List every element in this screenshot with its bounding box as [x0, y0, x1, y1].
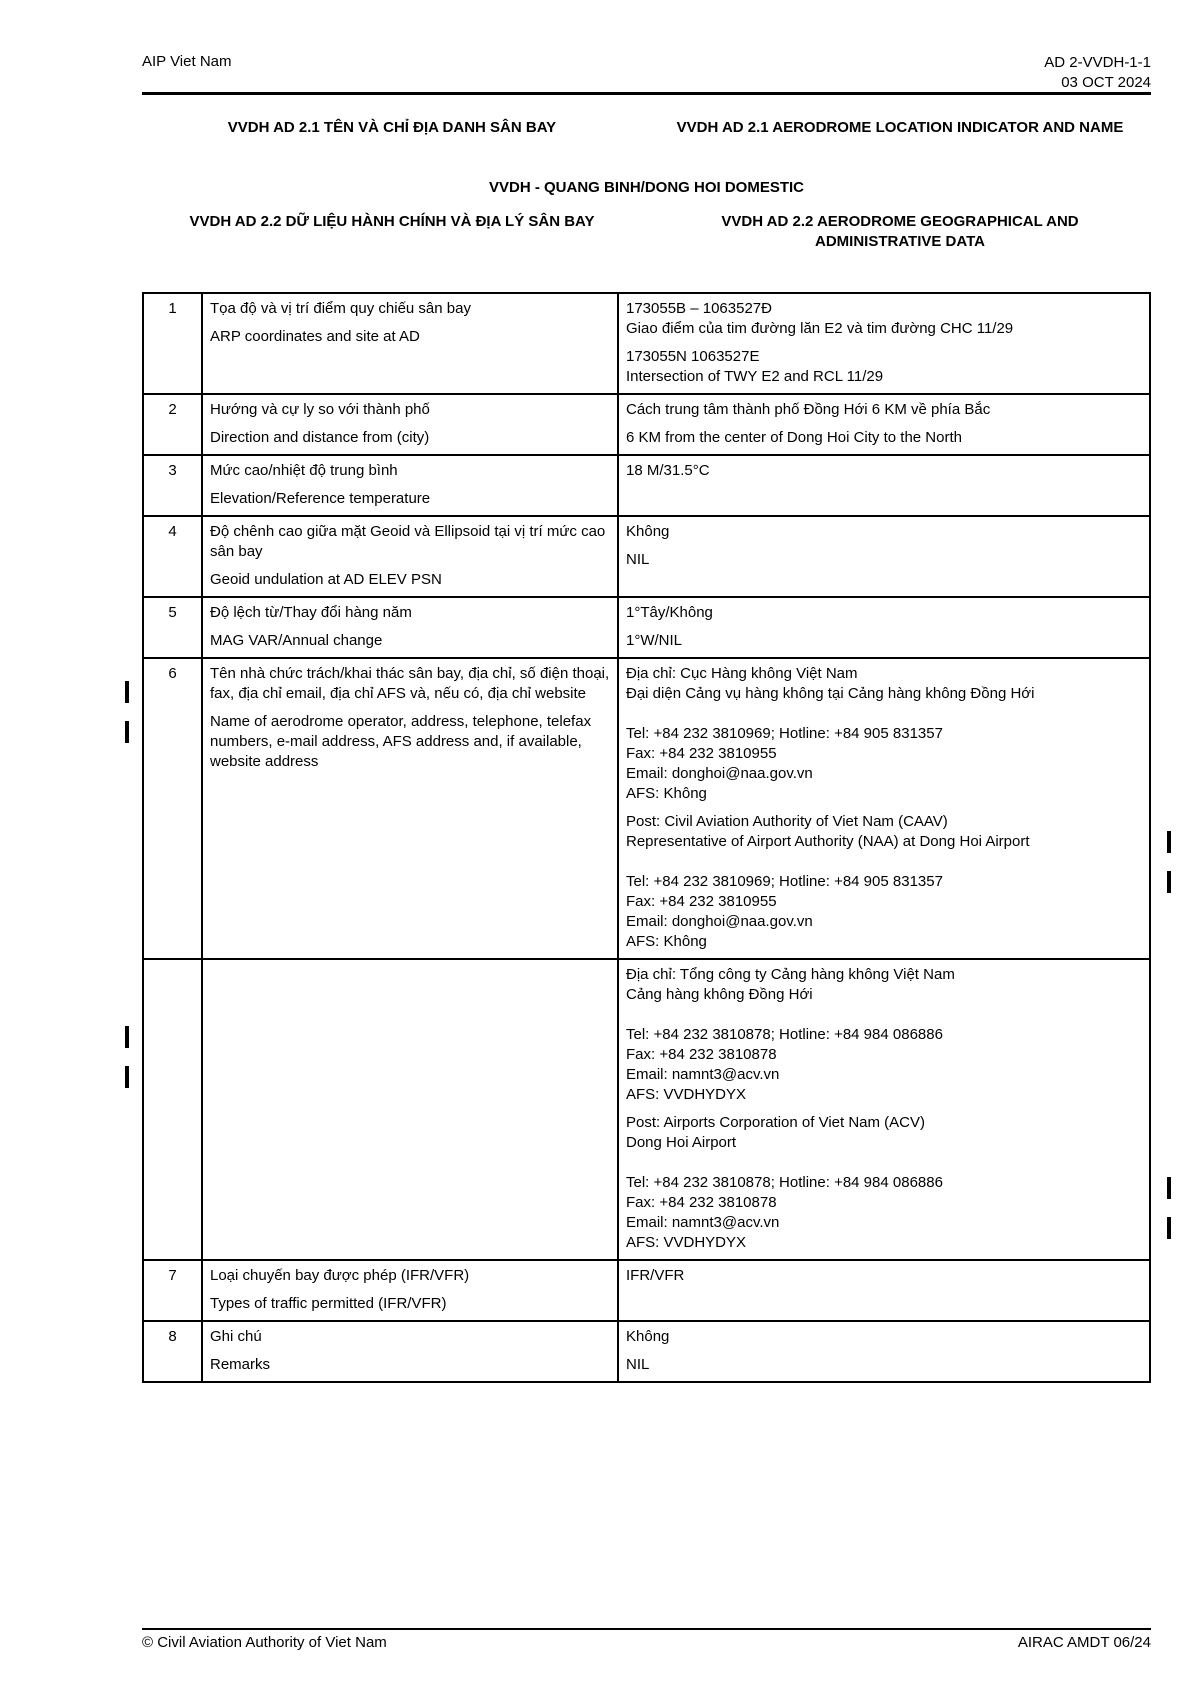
value-line: Post: Airports Corporation of Viet Nam (ACV) [626, 1114, 926, 1131]
section-2-2-title-en: VVDH AD 2.2 AERODROME GEOGRAPHICAL AND ADMINISTRATIVE DATA [721, 213, 1079, 250]
value-line: Fax: +84 232 3810955 [626, 745, 777, 762]
description-vi: Ghi chú [210, 1328, 262, 1345]
description-vi: Mức cao/nhiệt độ trung bình [210, 462, 398, 479]
value-line: Representative of Airport Authority (NAA) at Dong Hoi Airport [626, 833, 1030, 850]
value-line: Tel: +84 232 3810969; Hotline: +84 905 831357 [626, 725, 943, 742]
value-line: Tel: +84 232 3810878; Hotline: +84 984 086886 [626, 1026, 943, 1043]
row-description [202, 1260, 618, 1321]
value-line: Email: donghoi@naa.gov.vn [626, 913, 813, 930]
description-vi: Loại chuyến bay được phép (IFR/VFR) [210, 1267, 470, 1284]
description-en: Elevation/Reference temperature [210, 490, 431, 507]
value-line: AFS: Không [626, 785, 707, 802]
row-value [618, 597, 1150, 658]
value-line: Fax: +84 232 3810955 [626, 893, 777, 910]
row-value [618, 959, 1150, 1260]
row-description [202, 658, 618, 959]
change-bar [125, 1066, 129, 1088]
value-line: Email: namnt3@acv.vn [626, 1214, 780, 1231]
change-bar [125, 721, 129, 743]
table-row [143, 455, 1150, 516]
section-2-2-title-vi: VVDH AD 2.2 DỮ LIỆU HÀNH CHÍNH VÀ ĐỊA LÝ SÂN BAY [189, 213, 595, 230]
change-bar [1167, 831, 1171, 853]
description-en: Geoid undulation at AD ELEV PSN [210, 571, 442, 588]
value-line: Email: namnt3@acv.vn [626, 1066, 780, 1083]
value-line: 18 M/31.5°C [626, 462, 710, 479]
value-line: Fax: +84 232 3810878 [626, 1194, 777, 1211]
row-value [618, 658, 1150, 959]
description-vi: Hướng và cự ly so với thành phố [210, 401, 430, 418]
value-line: 173055N 1063527E [626, 348, 760, 365]
row-description [202, 455, 618, 516]
value-line: AFS: VVDHYDYX [626, 1234, 747, 1251]
description-en: Types of traffic permitted (IFR/VFR) [210, 1295, 447, 1312]
value-line: NIL [626, 551, 650, 568]
header-page-info [1044, 53, 1151, 93]
row-description [202, 1321, 618, 1382]
row-number-empty [143, 959, 202, 1260]
value-line: Không [626, 523, 670, 540]
header-publication: AIP Viet Nam [142, 53, 232, 70]
table-row [143, 1321, 1150, 1382]
value-line: AFS: Không [626, 933, 707, 950]
table-row [143, 658, 1150, 959]
row-number: 3 [143, 455, 202, 516]
header-date: 03 OCT 2024 [1061, 74, 1151, 91]
table-row [143, 293, 1150, 394]
value-line: Địa chỉ: Tổng công ty Cảng hàng không Việt Nam [626, 966, 955, 983]
table-row [143, 1260, 1150, 1321]
row-value [618, 1260, 1150, 1321]
row-description [202, 597, 618, 658]
table-row [143, 516, 1150, 597]
aerodrome-name: VVDH - QUANG BINH/DONG HOI DOMESTIC [488, 179, 804, 196]
value-line: 1°W/NIL [626, 632, 683, 649]
row-description [202, 394, 618, 455]
value-line: 6 KM from the center of Dong Hoi City to the North [626, 429, 962, 446]
change-bar [125, 1026, 129, 1048]
row-number: 6 [143, 658, 202, 959]
row-value [618, 516, 1150, 597]
aerodrome-data-table [142, 292, 1151, 1383]
value-line: 173055B – 1063527Đ [626, 300, 772, 317]
value-line: Địa chỉ: Cục Hàng không Việt Nam [626, 665, 858, 682]
table-row [143, 597, 1150, 658]
value-line: Cách trung tâm thành phố Đồng Hới 6 KM về phía Bắc [626, 401, 991, 418]
value-line: NIL [626, 1356, 650, 1373]
description-en: MAG VAR/Annual change [210, 632, 383, 649]
row-description [202, 293, 618, 394]
footer-amendment: AIRAC AMDT 06/24 [1017, 1634, 1151, 1651]
value-line: 1°Tây/Không [626, 604, 713, 621]
value-line: Dong Hoi Airport [626, 1134, 737, 1151]
change-bar [125, 681, 129, 703]
table-row [143, 959, 1150, 1260]
value-line: Fax: +84 232 3810878 [626, 1046, 777, 1063]
value-line: Tel: +84 232 3810878; Hotline: +84 984 086886 [626, 1174, 943, 1191]
row-number: 4 [143, 516, 202, 597]
description-en: Direction and distance from (city) [210, 429, 430, 446]
description-vi: Độ lệch từ/Thay đổi hàng năm [210, 604, 412, 621]
description-en: Remarks [210, 1356, 271, 1373]
footer-copyright: © Civil Aviation Authority of Viet Nam [142, 1634, 387, 1651]
header-rule [142, 92, 1151, 95]
footer-rule [142, 1628, 1151, 1630]
row-number: 2 [143, 394, 202, 455]
row-description-empty [202, 959, 618, 1260]
row-value [618, 1321, 1150, 1382]
value-line: IFR/VFR [626, 1267, 685, 1284]
value-line: Intersection of TWY E2 and RCL 11/29 [626, 368, 884, 385]
section-2-1-title-vi: VVDH AD 2.1 TÊN VÀ CHỈ ĐỊA DANH SÂN BAY [227, 119, 557, 136]
value-line: Đại diện Cảng vụ hàng không tại Cảng hàng không Đồng Hới [626, 685, 1035, 702]
description-en: ARP coordinates and site at AD [210, 328, 420, 345]
row-value [618, 394, 1150, 455]
row-number: 1 [143, 293, 202, 394]
value-line: Không [626, 1328, 670, 1345]
description-en: Name of aerodrome operator, address, telephone, telefax numbers, e-mail address, AFS address and, if available, website address [210, 713, 592, 770]
value-line: Cảng hàng không Đồng Hới [626, 986, 813, 1003]
description-vi: Độ chênh cao giữa mặt Geoid và Ellipsoid tại vị trí mức cao sân bay [210, 523, 606, 560]
row-number: 8 [143, 1321, 202, 1382]
section-2-1-title-en: VVDH AD 2.1 AERODROME LOCATION INDICATOR AND NAME [676, 119, 1124, 136]
row-description [202, 516, 618, 597]
row-value [618, 455, 1150, 516]
row-value [618, 293, 1150, 394]
value-line: Giao điểm của tim đường lăn E2 và tim đường CHC 11/29 [626, 320, 1014, 337]
row-number: 7 [143, 1260, 202, 1321]
table-row [143, 394, 1150, 455]
description-vi: Tọa độ và vị trí điểm quy chiếu sân bay [210, 300, 471, 317]
change-bar [1167, 871, 1171, 893]
change-bar [1167, 1177, 1171, 1199]
value-line: Tel: +84 232 3810969; Hotline: +84 905 831357 [626, 873, 943, 890]
value-line: AFS: VVDHYDYX [626, 1086, 747, 1103]
row-number: 5 [143, 597, 202, 658]
value-line: Email: donghoi@naa.gov.vn [626, 765, 813, 782]
header-page-code: AD 2-VVDH-1-1 [1044, 54, 1151, 71]
change-bar [1167, 1217, 1171, 1239]
value-line: Post: Civil Aviation Authority of Viet Nam (CAAV) [626, 813, 948, 830]
description-vi: Tên nhà chức trách/khai thác sân bay, địa chỉ, số điện thoại, fax, địa chỉ email, địa chỉ AFS và, nếu có, địa chỉ website [210, 665, 610, 702]
